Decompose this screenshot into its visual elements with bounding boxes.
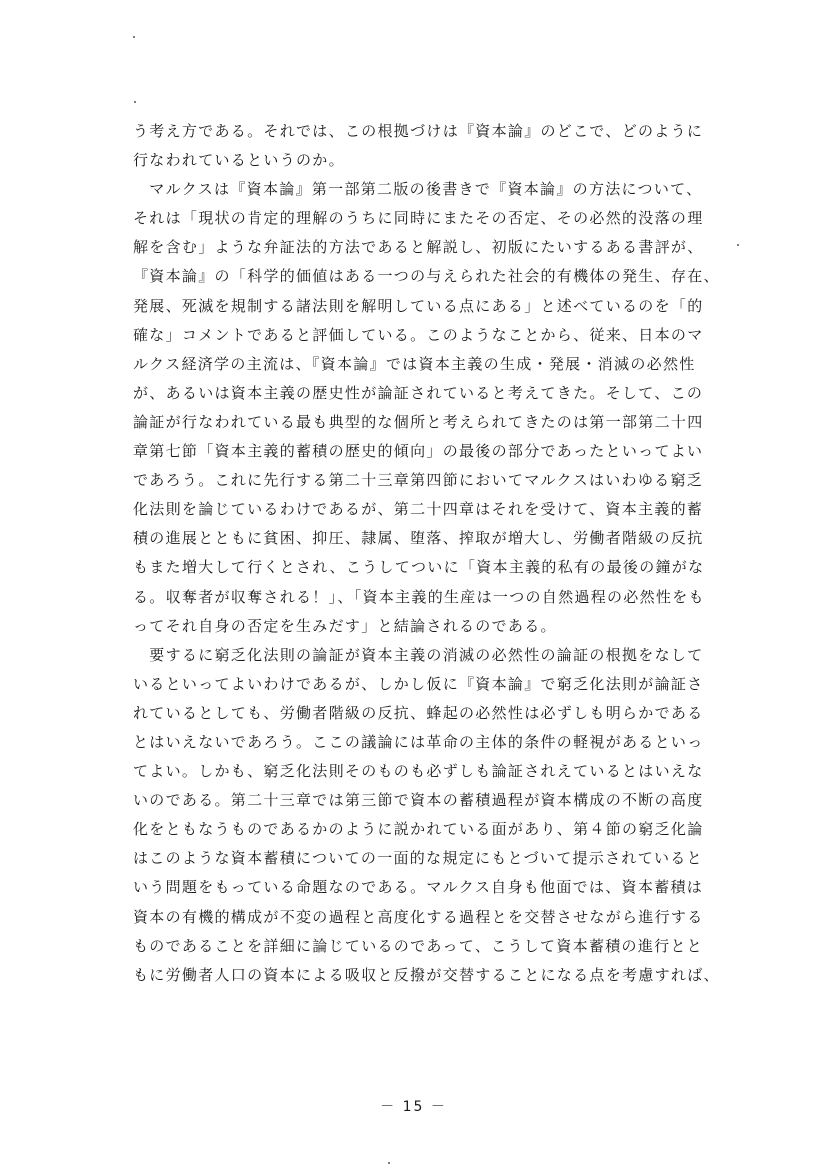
text-line: 発展、死滅を規制する諸法則を解明している点にある」と述べているのを「的 [133,296,704,315]
text-line: ものであることを詳細に論じているのであって、こうして資本蓄積の進行とと [133,936,704,955]
text-line: いのである。第二十三章では第三節で資本の蓄積過程が資本構成の不断の高度 [133,791,704,810]
body-text [133,117,733,990]
text-line: もに労働者人口の資本による吸収と反撥が交替することになる点を考慮すれば、 [133,965,720,984]
text-line: 資本の有機的構成が不変の過程と高度化する過程とを交替させながら進行する [133,907,704,926]
text-line: れているとしても、労働者階級の反抗、蜂起の必然性は必ずしも明らかである [133,703,704,722]
text-line: 要するに窮乏化法則の論証が資本主義の消滅の必然性の論証の根拠をなして [133,645,704,664]
text-line: ルクス経済学の主流は、『資本論』では資本主義の生成・発展・消滅の必然性 [133,354,696,373]
text-line: 行なわれているというのか。 [133,151,345,170]
text-line: が、あるいは資本主義の歴史性が論証されていると考えてきた。そして、この [133,383,704,402]
text-line: それは「現状の肯定的理解のうちに同時にまたその否定、その必然的没落の理 [133,209,704,228]
text-line: 化法則を論じているわけであるが、第二十四章はそれを受けて、資本主義的蓄 [133,500,704,519]
scan-speck [388,1162,390,1164]
text-line: 化をともなうものであるかのように説かれている面があり、第４節の窮乏化論 [133,820,704,839]
scan-speck [134,101,136,103]
text-line: とはいえないであろう。ここの議論には革命の主体的条件の軽視があるといっ [133,732,704,751]
text-line: 章第七節「資本主義的蓄積の歴史的傾向」の最後の部分であったといってよい [133,442,704,461]
text-line: う考え方である。それでは、この根拠づけは『資本論』のどこで、どのように [133,122,704,140]
text-line: いるといってよいわけであるが、しかし仮に『資本論』で窮乏化法則が論証さ [133,674,704,693]
text-line: る。収奪者が収奪される！」、「資本主義的生産は一つの自然過程の必然性をも [133,587,705,606]
text-line: はこのような資本蓄積についての一面的な規定にもとづいて提示されていると [133,849,703,868]
text-line: 解を含む」ような弁証法的方法であると解説し、初版にたいするある書評が、 [133,238,704,257]
page-number: － 15 － [380,1099,447,1115]
text-line: もまた増大して行くとされ、こうしてついに「資本主義的私有の最後の鐘がな [133,558,705,577]
text-line: いう問題をもっている命題なのである。マルクス自身も他面では、資本蓄積は [133,878,704,897]
text-line: マルクスは『資本論』第一部第二版の後書きで『資本論』の方法について、 [133,180,703,199]
text-line: 『資本論』の「科学的価値はある一つの与えられた社会的有機体の発生、存在、 [133,267,720,286]
text-line: 論証が行なわれている最も典型的な個所と考えられてきたのは第一部第二十四 [133,412,704,431]
text-line: てよい。しかも、窮乏化法則そのものも必ずしも論証されえているとはいえな [133,762,704,781]
text-line: であろう。これに先行する第二十三章第四節においてマルクスはいわゆる窮乏 [133,471,704,490]
scan-speck [737,244,739,246]
text-line: 確な」コメントであると評価している。このようなことから、従来、日本のマ [133,325,704,344]
text-line: 積の進展とともに貧困、抑圧、隷属、堕落、搾取が増大し、労働者階級の反抗 [133,529,704,548]
text-line: ってそれ自身の否定を生みだす」と結論されるのである。 [133,616,557,635]
scan-speck [133,36,135,38]
